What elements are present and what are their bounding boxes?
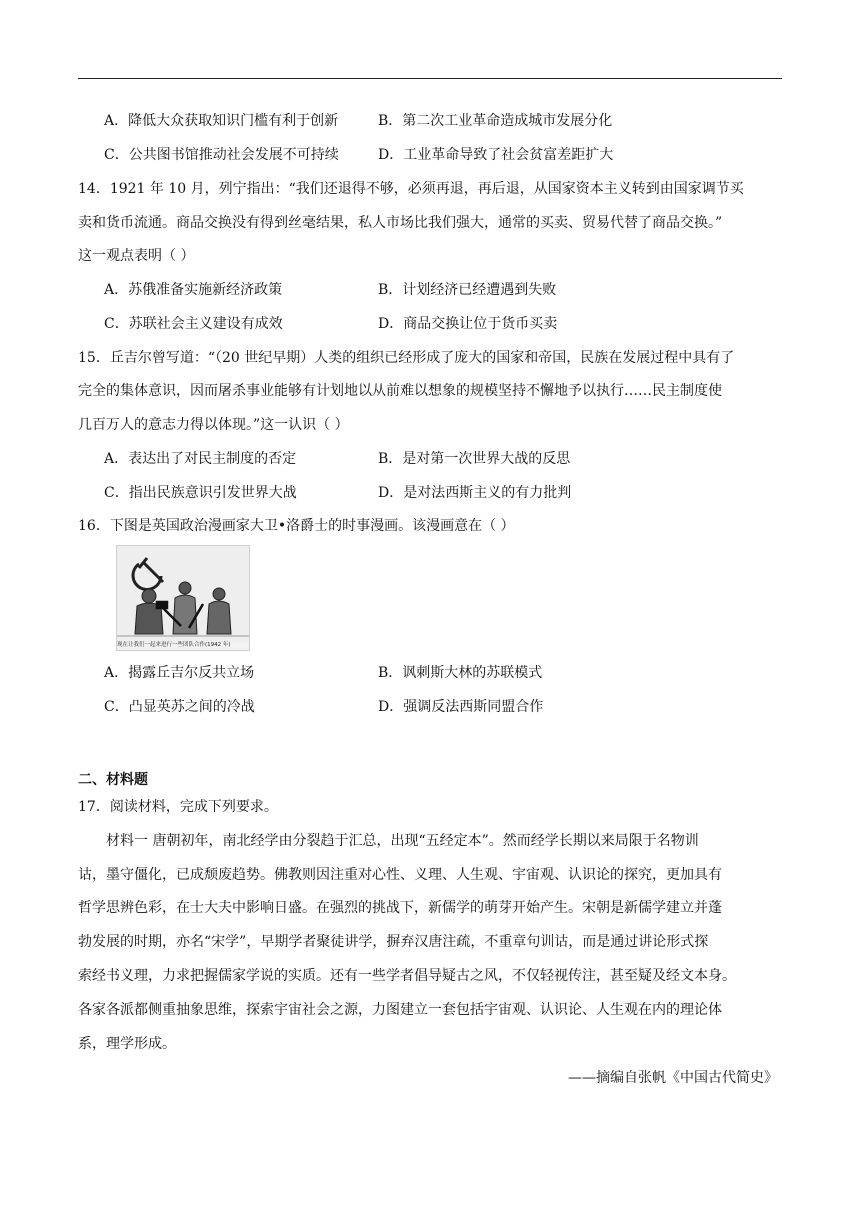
q15-stem-line-3: 几百万人的意志力得以体现。”这一认识（ ） bbox=[78, 417, 349, 433]
q16-option-a[interactable]: A．揭露丘吉尔反共立场 bbox=[104, 665, 255, 681]
q14-option-b[interactable]: B．计划经济已经遭遇到失败 bbox=[378, 282, 557, 298]
q17-material-line-7: 系，理学形成。 bbox=[78, 1036, 176, 1052]
cartoon-drawing bbox=[117, 546, 249, 642]
q16-option-c[interactable]: C．凸显英苏之间的冷战 bbox=[104, 699, 255, 715]
q14-option-d[interactable]: D．商品交换让位于货币买卖 bbox=[378, 316, 558, 332]
q14-option-a[interactable]: A．苏俄准备实施新经济政策 bbox=[104, 282, 283, 298]
q17-material-line-1: 材料一 唐朝初年，南北经学由分裂趋于汇总，出现“五经定本”。然而经学长期以来局限于名物训 bbox=[106, 833, 699, 849]
q17-material-line-3: 哲学思辨色彩，在士大夫中影响日盛。在强烈的挑战下，新儒学的萌芽开始产生。宋朝是新儒学建立并蓬 bbox=[78, 900, 722, 916]
q14-stem-line-3: 这一观点表明（ ） bbox=[78, 248, 195, 264]
q16-stem-line-1: 16．下图是英国政治漫画家大卫•洛爵士的时事漫画。该漫画意在（ ） bbox=[78, 518, 515, 534]
cartoon-caption: 现在让我们一起来进行一些团队合作(1942 年) bbox=[117, 642, 231, 648]
q15-option-b[interactable]: B．是对第一次世界大战的反思 bbox=[378, 451, 571, 467]
header-rule bbox=[78, 78, 782, 79]
q16-option-d[interactable]: D．强调反法西斯同盟合作 bbox=[378, 699, 544, 715]
figures-icon bbox=[135, 582, 231, 634]
q17-material-line-6: 各家各派都侧重抽象思维，探索宇宙社会之源，力图建立一套包括宇宙观、认识论、人生观在内的理论体 bbox=[78, 1002, 722, 1018]
political-cartoon-image bbox=[116, 545, 250, 651]
q14-option-c[interactable]: C．苏联社会主义建设有成效 bbox=[104, 316, 283, 332]
q15-option-d[interactable]: D．是对法西斯主义的有力批判 bbox=[378, 485, 572, 501]
q13-option-d[interactable]: D．工业革命导致了社会贫富差距扩大 bbox=[378, 147, 614, 163]
q17-material-line-5: 索经书义理，力求把握儒家学说的实质。还有一些学者倡导疑古之风，不仅轻视传注，甚至疑及经文本身。 bbox=[78, 968, 736, 984]
q15-stem-line-2: 完全的集体意识，因而屠杀事业能够有计划地以从前难以想象的规模坚持不懈地予以执行……民主制度使 bbox=[78, 383, 722, 399]
section-heading: 二、材料题 bbox=[78, 772, 148, 788]
q17-stem: 17．阅读材料，完成下列要求。 bbox=[78, 799, 278, 815]
q17-material-line-2: 诂，墨守僵化，已成颓废趋势。佛教则因注重对心性、义理、人生观、宇宙观、认识论的探究，更加具有 bbox=[78, 867, 722, 883]
q15-option-c[interactable]: C．指出民族意识引发世界大战 bbox=[104, 485, 297, 501]
q16-option-b[interactable]: B．讽刺斯大林的苏联模式 bbox=[378, 665, 543, 681]
q13-option-b[interactable]: B．第二次工业革命造成城市发展分化 bbox=[378, 113, 613, 129]
q15-option-a[interactable]: A．表达出了对民主制度的否定 bbox=[104, 451, 297, 467]
q17-source: ——摘编自张帆《中国古代简史》 bbox=[568, 1070, 778, 1086]
q13-option-a[interactable]: A．降低大众获取知识门槛有利于创新 bbox=[104, 113, 339, 129]
q14-stem-line-1: 14．1921 年 10 月，列宁指出：“我们还退得不够，必须再退，再后退，从国家资本主义转到由国家调节买 bbox=[78, 181, 744, 197]
q17-material-line-4: 勃发展的时期，亦名“宋学”，早期学者聚徒讲学，摒弃汉唐注疏，不重章句训诂，而是通过讲论形式探 bbox=[78, 934, 709, 950]
q13-option-c[interactable]: C．公共图书馆推动社会发展不可持续 bbox=[104, 147, 339, 163]
q14-stem-line-2: 卖和货币流通。商品交换没有得到丝毫结果，私人市场比我们强大，通常的买卖、贸易代替了商品交换。” bbox=[78, 215, 723, 231]
q15-stem-line-1: 15．丘吉尔曾写道：“（20 世纪早期）人类的组织已经形成了庞大的国家和帝国，民族在发展过程中具有了 bbox=[78, 350, 735, 366]
